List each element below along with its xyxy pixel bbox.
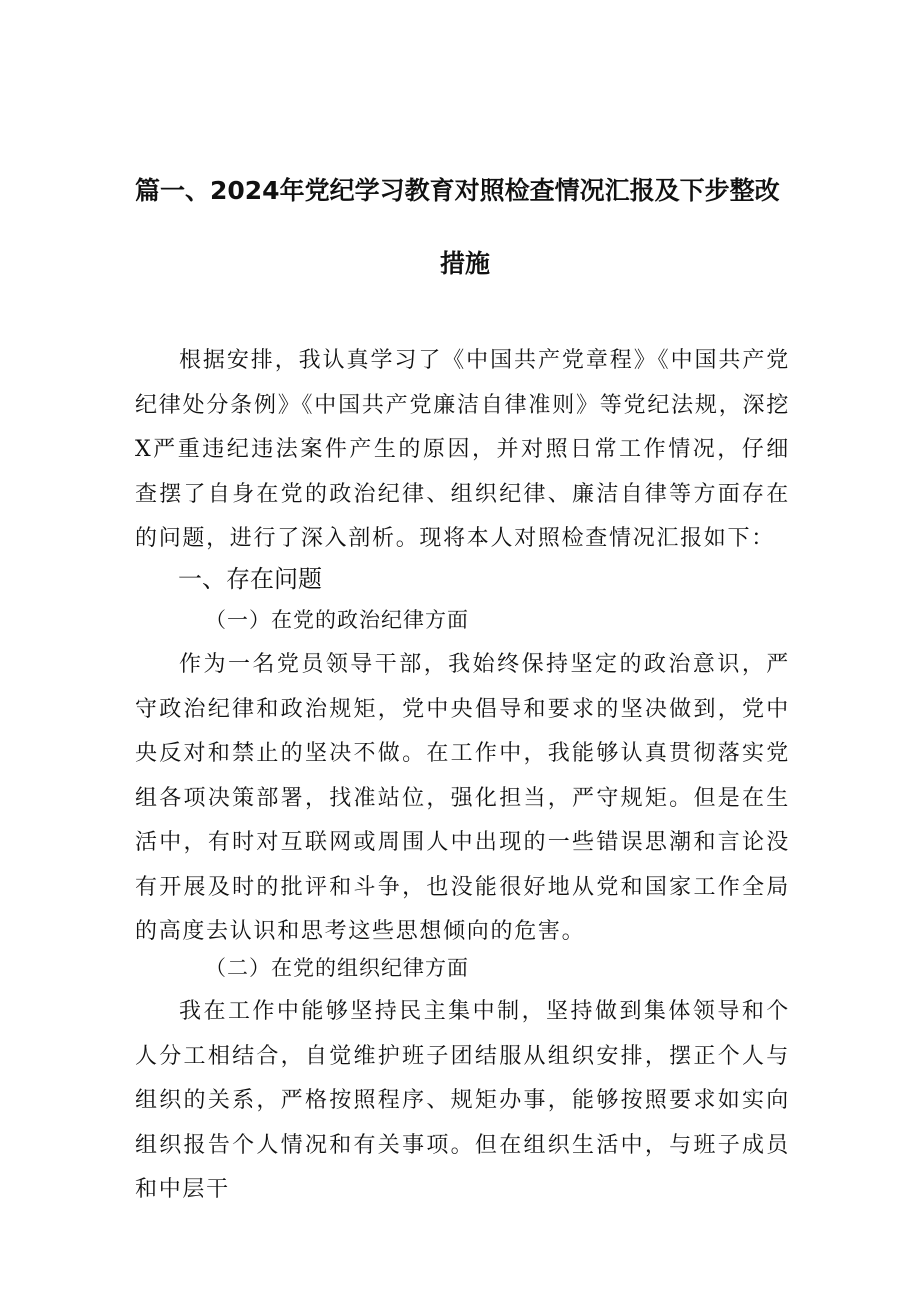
subsection-heading-organizational-discipline: （二）在党的组织纪律方面 [205,956,469,980]
section-heading-problems: 一、存在问题 [178,565,322,593]
document-title-line-1: 篇一、2024年党纪学习教育对照检查情况汇报及下步整改 [135,176,780,205]
document-title-line-2: 措施 [439,249,490,278]
subsection-heading-political-discipline: （一）在党的政治纪律方面 [205,608,469,632]
political-discipline-paragraph: 作为一名党员领导干部，我始终保持坚定的政治意识，严守政治纪律和政治规矩，党中央倡导和要求的坚决做到，党中央反对和禁止的坚决不做。在工作中，我能够认真贯彻落实党组各项决策部署，找准站位，强化担当，严守规矩。但是在生活中，有时对互联网或周围人中出现的一些错误思潮和言论没有开展及时的批评和斗争，也没能很好地从党和国家工作全局的高度去认识和思考这些思想倾向的危害。 [135,652,790,944]
intro-paragraph: 根据安排，我认真学习了《中国共产党章程》《中国共产党纪律处分条例》《中国共产党廉洁自律准则》等党纪法规，深挖X严重违纪违法案件产生的原因，并对照日常工作情况，仔细查摆了自身在党的政治纪律、组织纪律、廉洁自律等方面存在的问题，进行了深入剖析。现将本人对照检查情况汇报如下： [135,348,790,551]
organizational-discipline-paragraph: 我在工作中能够坚持民主集中制，坚持做到集体领导和个人分工相结合，自觉维护班子团结服从组织安排，摆正个人与组织的关系，严格按照程序、规矩办事，能够按照要求如实向组织报告个人情况和有关事项。但在组织生活中，与班子成员和中层干 [135,999,790,1202]
